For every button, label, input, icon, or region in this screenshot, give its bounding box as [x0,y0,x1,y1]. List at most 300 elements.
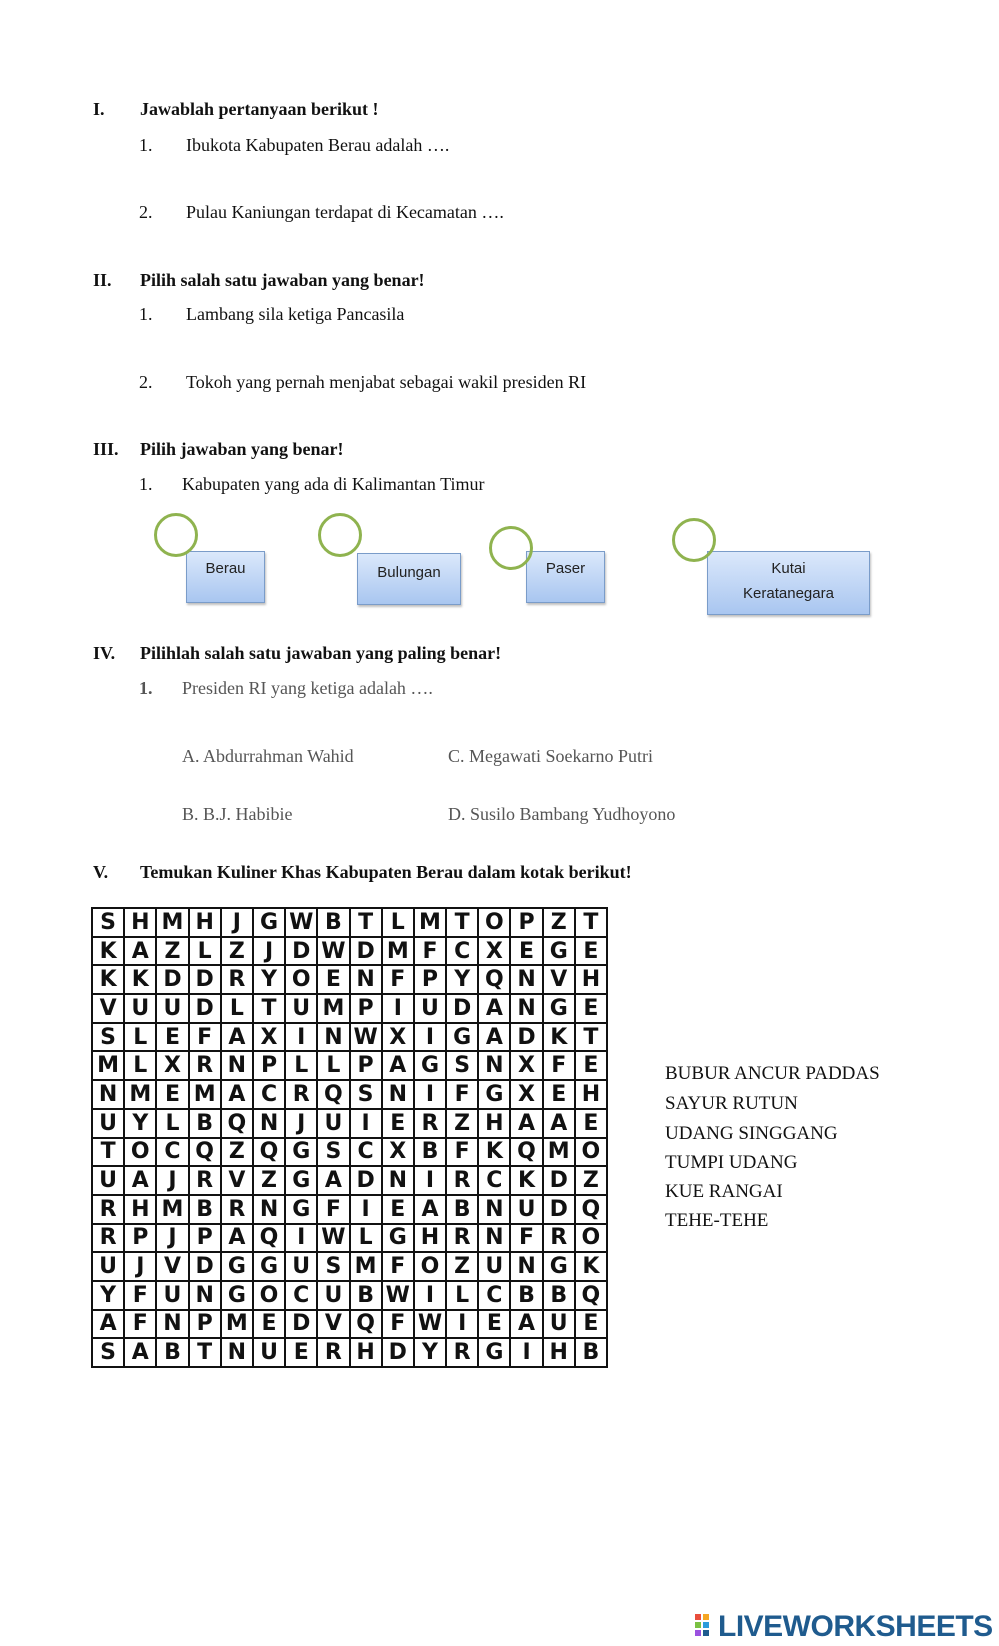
grid-cell[interactable]: B [156,1338,188,1367]
grid-cell[interactable]: A [92,1310,124,1339]
grid-cell[interactable]: I [414,1166,446,1195]
grid-cell[interactable]: L [382,908,414,937]
grid-cell[interactable]: E [285,1338,317,1367]
grid-cell[interactable]: K [124,965,156,994]
grid-cell[interactable]: S [92,908,124,937]
grid-cell[interactable]: D [543,1195,575,1224]
grid-cell[interactable]: P [510,908,542,937]
grid-cell[interactable]: G [221,1252,253,1281]
grid-cell[interactable]: M [382,937,414,966]
grid-cell[interactable]: V [221,1166,253,1195]
grid-cell[interactable]: W [285,908,317,937]
grid-cell[interactable]: Q [253,1224,285,1253]
grid-cell[interactable]: U [156,994,188,1023]
grid-cell[interactable]: Y [124,1109,156,1138]
liveworksheets-logo-icon [695,1614,717,1640]
grid-cell[interactable]: E [156,1080,188,1109]
grid-cell[interactable]: G [253,908,285,937]
grid-cell[interactable]: R [221,965,253,994]
option-d[interactable]: D. Susilo Bambang Yudhoyono [448,804,676,824]
grid-cell[interactable]: H [478,1109,510,1138]
grid-cell[interactable]: R [92,1224,124,1253]
grid-row [92,908,607,937]
grid-cell[interactable]: E [575,1051,607,1080]
grid-cell[interactable]: A [382,1051,414,1080]
grid-cell[interactable]: N [253,1195,285,1224]
word-list-item: KUE RANGAI [665,1181,783,1202]
grid-cell[interactable]: Q [575,1195,607,1224]
grid-cell[interactable]: R [446,1224,478,1253]
grid-cell[interactable]: Z [156,937,188,966]
grid-cell[interactable]: Q [510,1138,542,1167]
grid-cell[interactable]: Z [221,937,253,966]
grid-row [92,994,607,1023]
word-list-item: SAYUR RUTUN [665,1093,798,1114]
grid-cell[interactable]: D [446,994,478,1023]
grid-cell[interactable]: P [253,1051,285,1080]
grid-cell[interactable]: E [510,937,542,966]
grid-cell[interactable]: T [575,1023,607,1052]
grid-cell[interactable]: G [253,1252,285,1281]
grid-cell[interactable]: L [221,994,253,1023]
grid-cell[interactable]: E [575,1310,607,1339]
grid-cell[interactable]: G [382,1224,414,1253]
grid-cell[interactable]: T [350,908,382,937]
grid-cell[interactable]: R [446,1166,478,1195]
grid-cell[interactable]: F [124,1281,156,1310]
grid-cell[interactable]: V [156,1252,188,1281]
section-4-number: IV. [93,643,116,663]
grid-cell[interactable]: R [543,1224,575,1253]
grid-cell[interactable]: K [510,1166,542,1195]
grid-cell[interactable]: U [124,994,156,1023]
grid-cell[interactable]: G [543,1252,575,1281]
grid-cell[interactable]: F [382,965,414,994]
grid-cell[interactable]: U [510,1195,542,1224]
grid-cell[interactable]: G [285,1166,317,1195]
grid-cell[interactable]: F [510,1224,542,1253]
grid-cell[interactable]: P [350,1051,382,1080]
grid-cell[interactable]: A [124,1338,156,1367]
grid-row [92,1166,607,1195]
grid-cell[interactable]: O [253,1281,285,1310]
grid-cell[interactable]: U [92,1109,124,1138]
grid-cell[interactable]: C [478,1166,510,1195]
grid-cell[interactable]: U [317,1109,349,1138]
grid-cell[interactable]: C [478,1281,510,1310]
grid-cell[interactable]: X [478,937,510,966]
grid-cell[interactable]: J [221,908,253,937]
choice-box-bulungan[interactable]: Bulungan [357,553,461,605]
grid-cell[interactable]: N [382,1166,414,1195]
grid-cell[interactable]: C [253,1080,285,1109]
choice-box-berau[interactable]: Berau [186,551,265,603]
grid-row [92,1310,607,1339]
grid-cell[interactable]: H [575,1080,607,1109]
grid-cell[interactable]: T [189,1338,221,1367]
grid-cell[interactable]: N [189,1281,221,1310]
grid-cell[interactable]: S [92,1023,124,1052]
grid-cell[interactable]: V [317,1310,349,1339]
grid-cell[interactable]: I [350,1195,382,1224]
grid-cell[interactable]: C [156,1138,188,1167]
grid-cell[interactable]: Q [575,1281,607,1310]
grid-cell[interactable]: X [382,1138,414,1167]
grid-cell[interactable]: K [575,1252,607,1281]
grid-cell[interactable]: E [543,1080,575,1109]
grid-cell[interactable]: I [446,1310,478,1339]
grid-cell[interactable]: M [543,1138,575,1167]
section-5-number: V. [93,862,109,882]
grid-cell[interactable]: M [189,1080,221,1109]
grid-cell[interactable]: K [92,965,124,994]
question-text: Ibukota Kabupaten Berau adalah …. [186,135,450,155]
grid-cell[interactable]: D [350,1166,382,1195]
grid-cell[interactable]: Q [350,1310,382,1339]
grid-cell[interactable]: V [543,965,575,994]
grid-cell[interactable]: Y [414,1338,446,1367]
grid-cell[interactable]: N [253,1109,285,1138]
grid-cell[interactable]: H [575,965,607,994]
grid-cell[interactable]: I [414,1023,446,1052]
grid-cell[interactable]: Y [92,1281,124,1310]
grid-cell[interactable]: W [317,937,349,966]
grid-cell[interactable]: Y [446,965,478,994]
grid-cell[interactable]: S [350,1080,382,1109]
grid-cell[interactable]: F [446,1138,478,1167]
grid-cell[interactable]: H [124,908,156,937]
grid-cell[interactable]: X [510,1051,542,1080]
grid-cell[interactable]: F [446,1080,478,1109]
grid-cell[interactable]: F [189,1023,221,1052]
grid-row [92,1224,607,1253]
grid-cell[interactable]: Q [221,1109,253,1138]
grid-cell[interactable]: D [156,965,188,994]
grid-cell[interactable]: U [414,994,446,1023]
grid-cell[interactable]: A [317,1166,349,1195]
section-3-number: III. [93,439,119,459]
choice-radio-bulungan[interactable] [318,513,362,557]
grid-cell[interactable]: N [478,1051,510,1080]
grid-cell[interactable]: M [124,1080,156,1109]
grid-cell[interactable]: A [221,1224,253,1253]
grid-cell[interactable]: G [221,1281,253,1310]
grid-row [92,1195,607,1224]
grid-cell[interactable]: E [317,965,349,994]
grid-cell[interactable]: U [285,994,317,1023]
grid-cell[interactable]: L [189,937,221,966]
grid-cell[interactable]: I [285,1023,317,1052]
grid-cell[interactable]: H [414,1224,446,1253]
grid-cell[interactable]: E [575,937,607,966]
grid-cell[interactable]: E [382,1109,414,1138]
grid-cell[interactable]: H [189,908,221,937]
grid-cell[interactable]: M [350,1252,382,1281]
option-c[interactable]: C. Megawati Soekarno Putri [448,746,653,766]
grid-cell[interactable]: W [350,1023,382,1052]
choice-radio-kutai-keratanegara[interactable] [672,518,716,562]
word-list-item: TUMPI UDANG [665,1152,798,1173]
grid-cell[interactable]: J [156,1224,188,1253]
grid-cell[interactable]: A [414,1195,446,1224]
grid-cell[interactable]: E [575,1109,607,1138]
grid-cell[interactable]: G [414,1051,446,1080]
grid-cell[interactable]: W [317,1224,349,1253]
grid-cell[interactable]: A [510,1109,542,1138]
grid-cell[interactable]: G [285,1195,317,1224]
grid-row [92,1281,607,1310]
grid-cell[interactable]: N [478,1224,510,1253]
grid-cell[interactable]: N [510,1252,542,1281]
grid-cell[interactable]: T [446,908,478,937]
grid-cell[interactable]: E [478,1310,510,1339]
grid-cell[interactable]: X [382,1023,414,1052]
grid-cell[interactable]: O [478,908,510,937]
grid-cell[interactable]: F [414,937,446,966]
grid-cell[interactable]: D [189,1252,221,1281]
grid-cell[interactable]: U [285,1252,317,1281]
grid-row [92,1109,607,1138]
grid-cell[interactable]: W [382,1281,414,1310]
grid-cell[interactable]: N [510,965,542,994]
grid-cell[interactable]: G [446,1023,478,1052]
grid-cell[interactable]: I [414,1080,446,1109]
section-4-title: Pilihlah salah satu jawaban yang paling benar! [140,643,502,663]
grid-cell[interactable]: N [317,1023,349,1052]
grid-cell[interactable]: Y [253,965,285,994]
grid-cell[interactable]: E [382,1195,414,1224]
grid-cell[interactable]: A [221,1023,253,1052]
grid-cell[interactable]: R [221,1195,253,1224]
grid-cell[interactable]: K [478,1138,510,1167]
grid-cell[interactable]: S [446,1051,478,1080]
grid-cell[interactable]: E [156,1023,188,1052]
grid-cell[interactable]: S [317,1138,349,1167]
choice-radio-berau[interactable] [154,513,198,557]
grid-cell[interactable]: N [382,1080,414,1109]
question-number: 1. [139,304,153,324]
grid-cell[interactable]: N [478,1195,510,1224]
grid-cell[interactable]: Z [575,1166,607,1195]
grid-cell[interactable]: P [124,1224,156,1253]
grid-cell[interactable]: D [543,1166,575,1195]
grid-cell[interactable]: G [478,1080,510,1109]
grid-cell[interactable]: T [253,994,285,1023]
grid-cell[interactable]: I [414,1281,446,1310]
grid-cell[interactable]: A [478,994,510,1023]
grid-cell[interactable]: G [543,937,575,966]
grid-cell[interactable]: I [285,1224,317,1253]
grid-cell[interactable]: H [543,1338,575,1367]
grid-cell[interactable]: B [575,1338,607,1367]
grid-cell[interactable]: I [350,1109,382,1138]
grid-cell[interactable]: D [510,1023,542,1052]
grid-cell[interactable]: F [543,1051,575,1080]
grid-cell[interactable]: V [92,994,124,1023]
grid-cell[interactable]: I [382,994,414,1023]
grid-cell[interactable]: U [317,1281,349,1310]
section-2-title: Pilih salah satu jawaban yang benar! [140,270,425,290]
grid-cell[interactable]: A [510,1310,542,1339]
grid-row [92,1023,607,1052]
grid-cell[interactable]: R [317,1338,349,1367]
grid-cell[interactable]: O [414,1252,446,1281]
grid-cell[interactable]: P [189,1310,221,1339]
grid-cell[interactable]: U [253,1338,285,1367]
grid-cell[interactable]: L [156,1109,188,1138]
grid-cell[interactable]: W [414,1310,446,1339]
grid-cell[interactable]: B [510,1281,542,1310]
grid-cell[interactable]: O [285,965,317,994]
grid-cell[interactable]: Q [253,1138,285,1167]
grid-cell[interactable]: B [446,1195,478,1224]
grid-cell[interactable]: U [92,1166,124,1195]
grid-cell[interactable]: M [92,1051,124,1080]
grid-row [92,937,607,966]
grid-cell[interactable]: A [124,937,156,966]
grid-cell[interactable]: L [124,1051,156,1080]
question-number: 1. [139,678,153,698]
grid-cell[interactable]: Q [317,1080,349,1109]
grid-cell[interactable]: D [350,937,382,966]
grid-cell[interactable]: O [575,1138,607,1167]
grid-cell[interactable]: Q [478,965,510,994]
grid-cell[interactable]: D [285,1310,317,1339]
grid-cell[interactable]: X [510,1080,542,1109]
grid-row [92,1252,607,1281]
grid-cell[interactable]: F [317,1195,349,1224]
grid-cell[interactable]: D [189,965,221,994]
question-text: Lambang sila ketiga Pancasila [186,304,405,324]
grid-cell[interactable]: C [446,937,478,966]
grid-cell[interactable]: B [350,1281,382,1310]
word-search-grid[interactable] [91,907,608,1368]
grid-cell[interactable]: J [285,1109,317,1138]
grid-cell[interactable]: N [156,1310,188,1339]
grid-cell[interactable]: I [510,1338,542,1367]
grid-cell[interactable]: Z [253,1166,285,1195]
grid-cell[interactable]: C [350,1138,382,1167]
choice-box-paser[interactable]: Paser [526,551,605,603]
option-a[interactable]: A. Abdurrahman Wahid [182,746,354,766]
grid-cell[interactable]: Q [189,1138,221,1167]
grid-cell[interactable]: O [575,1224,607,1253]
grid-cell[interactable]: U [156,1281,188,1310]
choice-box-kutai-keratanegara[interactable]: Kutai Keratanegara [707,551,870,615]
grid-cell[interactable]: B [543,1281,575,1310]
grid-cell[interactable]: L [350,1224,382,1253]
grid-cell[interactable]: U [478,1252,510,1281]
choice-radio-paser[interactable] [489,526,533,570]
grid-cell[interactable]: K [92,937,124,966]
grid-cell[interactable]: G [285,1138,317,1167]
grid-cell[interactable]: A [478,1023,510,1052]
grid-cell[interactable]: F [382,1252,414,1281]
grid-cell[interactable]: E [575,994,607,1023]
question-text: Presiden RI yang ketiga adalah …. [182,678,433,698]
grid-cell[interactable]: X [253,1023,285,1052]
grid-cell[interactable]: N [92,1080,124,1109]
grid-cell[interactable]: A [543,1109,575,1138]
grid-cell[interactable]: F [124,1310,156,1339]
grid-cell[interactable]: H [350,1338,382,1367]
grid-row [92,1051,607,1080]
grid-cell[interactable]: N [221,1051,253,1080]
grid-cell[interactable]: R [414,1109,446,1138]
grid-cell[interactable]: Z [543,908,575,937]
section-5-title: Temukan Kuliner Khas Kabupaten Berau dalam kotak berikut! [140,862,632,882]
grid-cell[interactable]: M [221,1310,253,1339]
grid-cell[interactable]: B [189,1109,221,1138]
grid-cell[interactable]: J [156,1166,188,1195]
grid-cell[interactable]: M [317,994,349,1023]
grid-cell[interactable]: R [285,1080,317,1109]
grid-cell[interactable]: R [189,1051,221,1080]
grid-cell[interactable]: Z [221,1138,253,1167]
grid-cell[interactable]: J [253,937,285,966]
grid-cell[interactable]: E [253,1310,285,1339]
word-list-item: BUBUR ANCUR PADDAS [665,1063,880,1084]
grid-cell[interactable]: L [317,1051,349,1080]
grid-cell[interactable]: A [221,1080,253,1109]
grid-cell[interactable]: T [575,908,607,937]
grid-cell[interactable]: Z [446,1252,478,1281]
grid-row [92,1080,607,1109]
grid-cell[interactable]: L [285,1051,317,1080]
grid-cell[interactable]: P [414,965,446,994]
grid-cell[interactable]: D [285,937,317,966]
grid-cell[interactable]: R [446,1338,478,1367]
grid-cell[interactable]: N [221,1338,253,1367]
grid-cell[interactable]: M [414,908,446,937]
grid-cell[interactable]: A [124,1166,156,1195]
grid-cell[interactable]: C [285,1281,317,1310]
grid-cell[interactable]: B [317,908,349,937]
grid-cell[interactable]: O [124,1138,156,1167]
grid-cell[interactable]: T [92,1138,124,1167]
section-2-number: II. [93,270,112,290]
grid-cell[interactable]: P [350,994,382,1023]
grid-cell[interactable]: M [156,1195,188,1224]
grid-cell[interactable]: R [189,1166,221,1195]
grid-cell[interactable]: X [156,1051,188,1080]
grid-cell[interactable]: U [543,1310,575,1339]
grid-cell[interactable]: B [414,1138,446,1167]
grid-cell[interactable]: Z [446,1109,478,1138]
grid-cell[interactable]: D [189,994,221,1023]
grid-cell[interactable]: L [446,1281,478,1310]
grid-cell[interactable]: R [92,1195,124,1224]
grid-cell[interactable]: J [124,1252,156,1281]
grid-cell[interactable]: H [124,1195,156,1224]
grid-cell[interactable]: D [382,1338,414,1367]
grid-cell[interactable]: U [92,1252,124,1281]
grid-cell[interactable]: G [478,1338,510,1367]
grid-cell[interactable]: B [189,1195,221,1224]
grid-cell[interactable]: N [350,965,382,994]
grid-cell[interactable]: M [156,908,188,937]
grid-cell[interactable]: L [124,1023,156,1052]
grid-cell[interactable]: G [543,994,575,1023]
grid-cell[interactable]: S [92,1338,124,1367]
grid-cell[interactable]: S [317,1252,349,1281]
option-b[interactable]: B. B.J. Habibie [182,804,293,824]
grid-cell[interactable]: N [510,994,542,1023]
grid-cell[interactable]: F [382,1310,414,1339]
grid-cell[interactable]: K [543,1023,575,1052]
grid-cell[interactable]: P [189,1224,221,1253]
question-number: 2. [139,202,153,222]
